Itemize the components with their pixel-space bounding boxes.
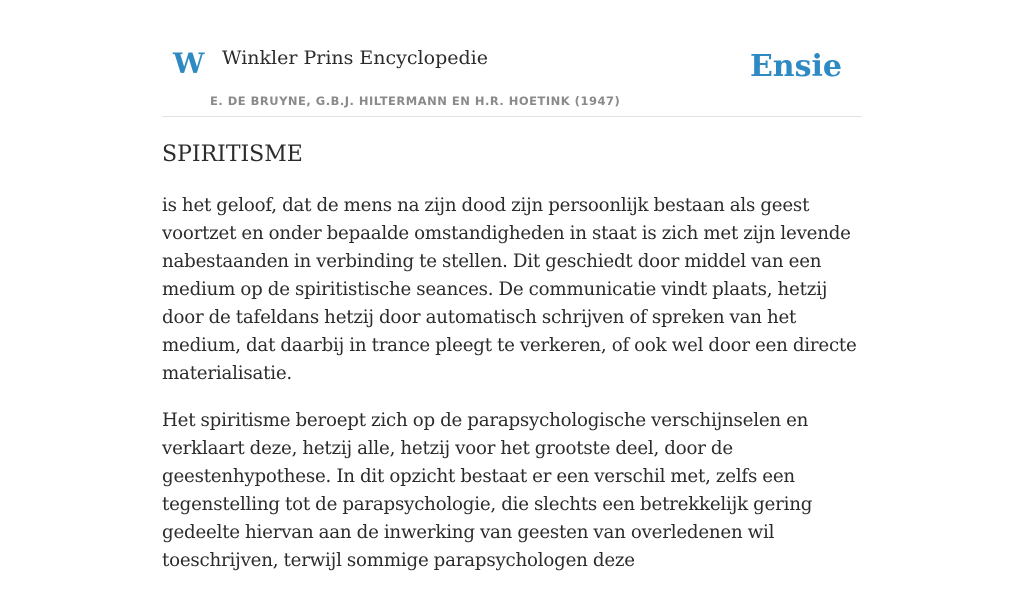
article-body xyxy=(162,192,866,594)
source-header xyxy=(162,0,862,117)
source-authors: E. DE BRUYNE, G.B.J. HILTERMANN EN H.R. HOETINK (1947) xyxy=(210,94,621,108)
ensie-logo[interactable]: Ensie xyxy=(749,49,842,84)
winkler-prins-logo[interactable]: W xyxy=(173,47,205,80)
article-title: SPIRITISME xyxy=(162,142,303,167)
source-title-link[interactable]: Winkler Prins Encyclopedie xyxy=(222,47,488,69)
article-paragraph: is het geloof, dat de mens na zijn dood zijn persoonlijk bestaan als geest voortzet en onder bepaalde omstandigheden in staat is zich met zijn levende nabestaanden in verbinding te stellen. Dit geschiedt door middel van een medium op de spiritistische seances. De communicatie vindt plaats, hetzij door de tafeldans hetzij door automatisch schrijven of spreken van het medium, dat daarbij in trance pleegt te verkeren, of ook wel door een directe materialisatie. xyxy=(162,195,857,384)
article-paragraph: Het spiritisme beroept zich op de parapsychologische verschijnselen en verklaart deze, hetzij alle, hetzij voor het grootste deel, door de geestenhypothese. In dit opzicht bestaat er een verschil met, zelfs een tegenstelling tot de parapsychologie, die slechts een betrekkelijk gering gedeelte hiervan aan de inwerking van geesten van overledenen wil toeschrijven, terwijl sommige parapsychologen deze xyxy=(162,410,813,571)
